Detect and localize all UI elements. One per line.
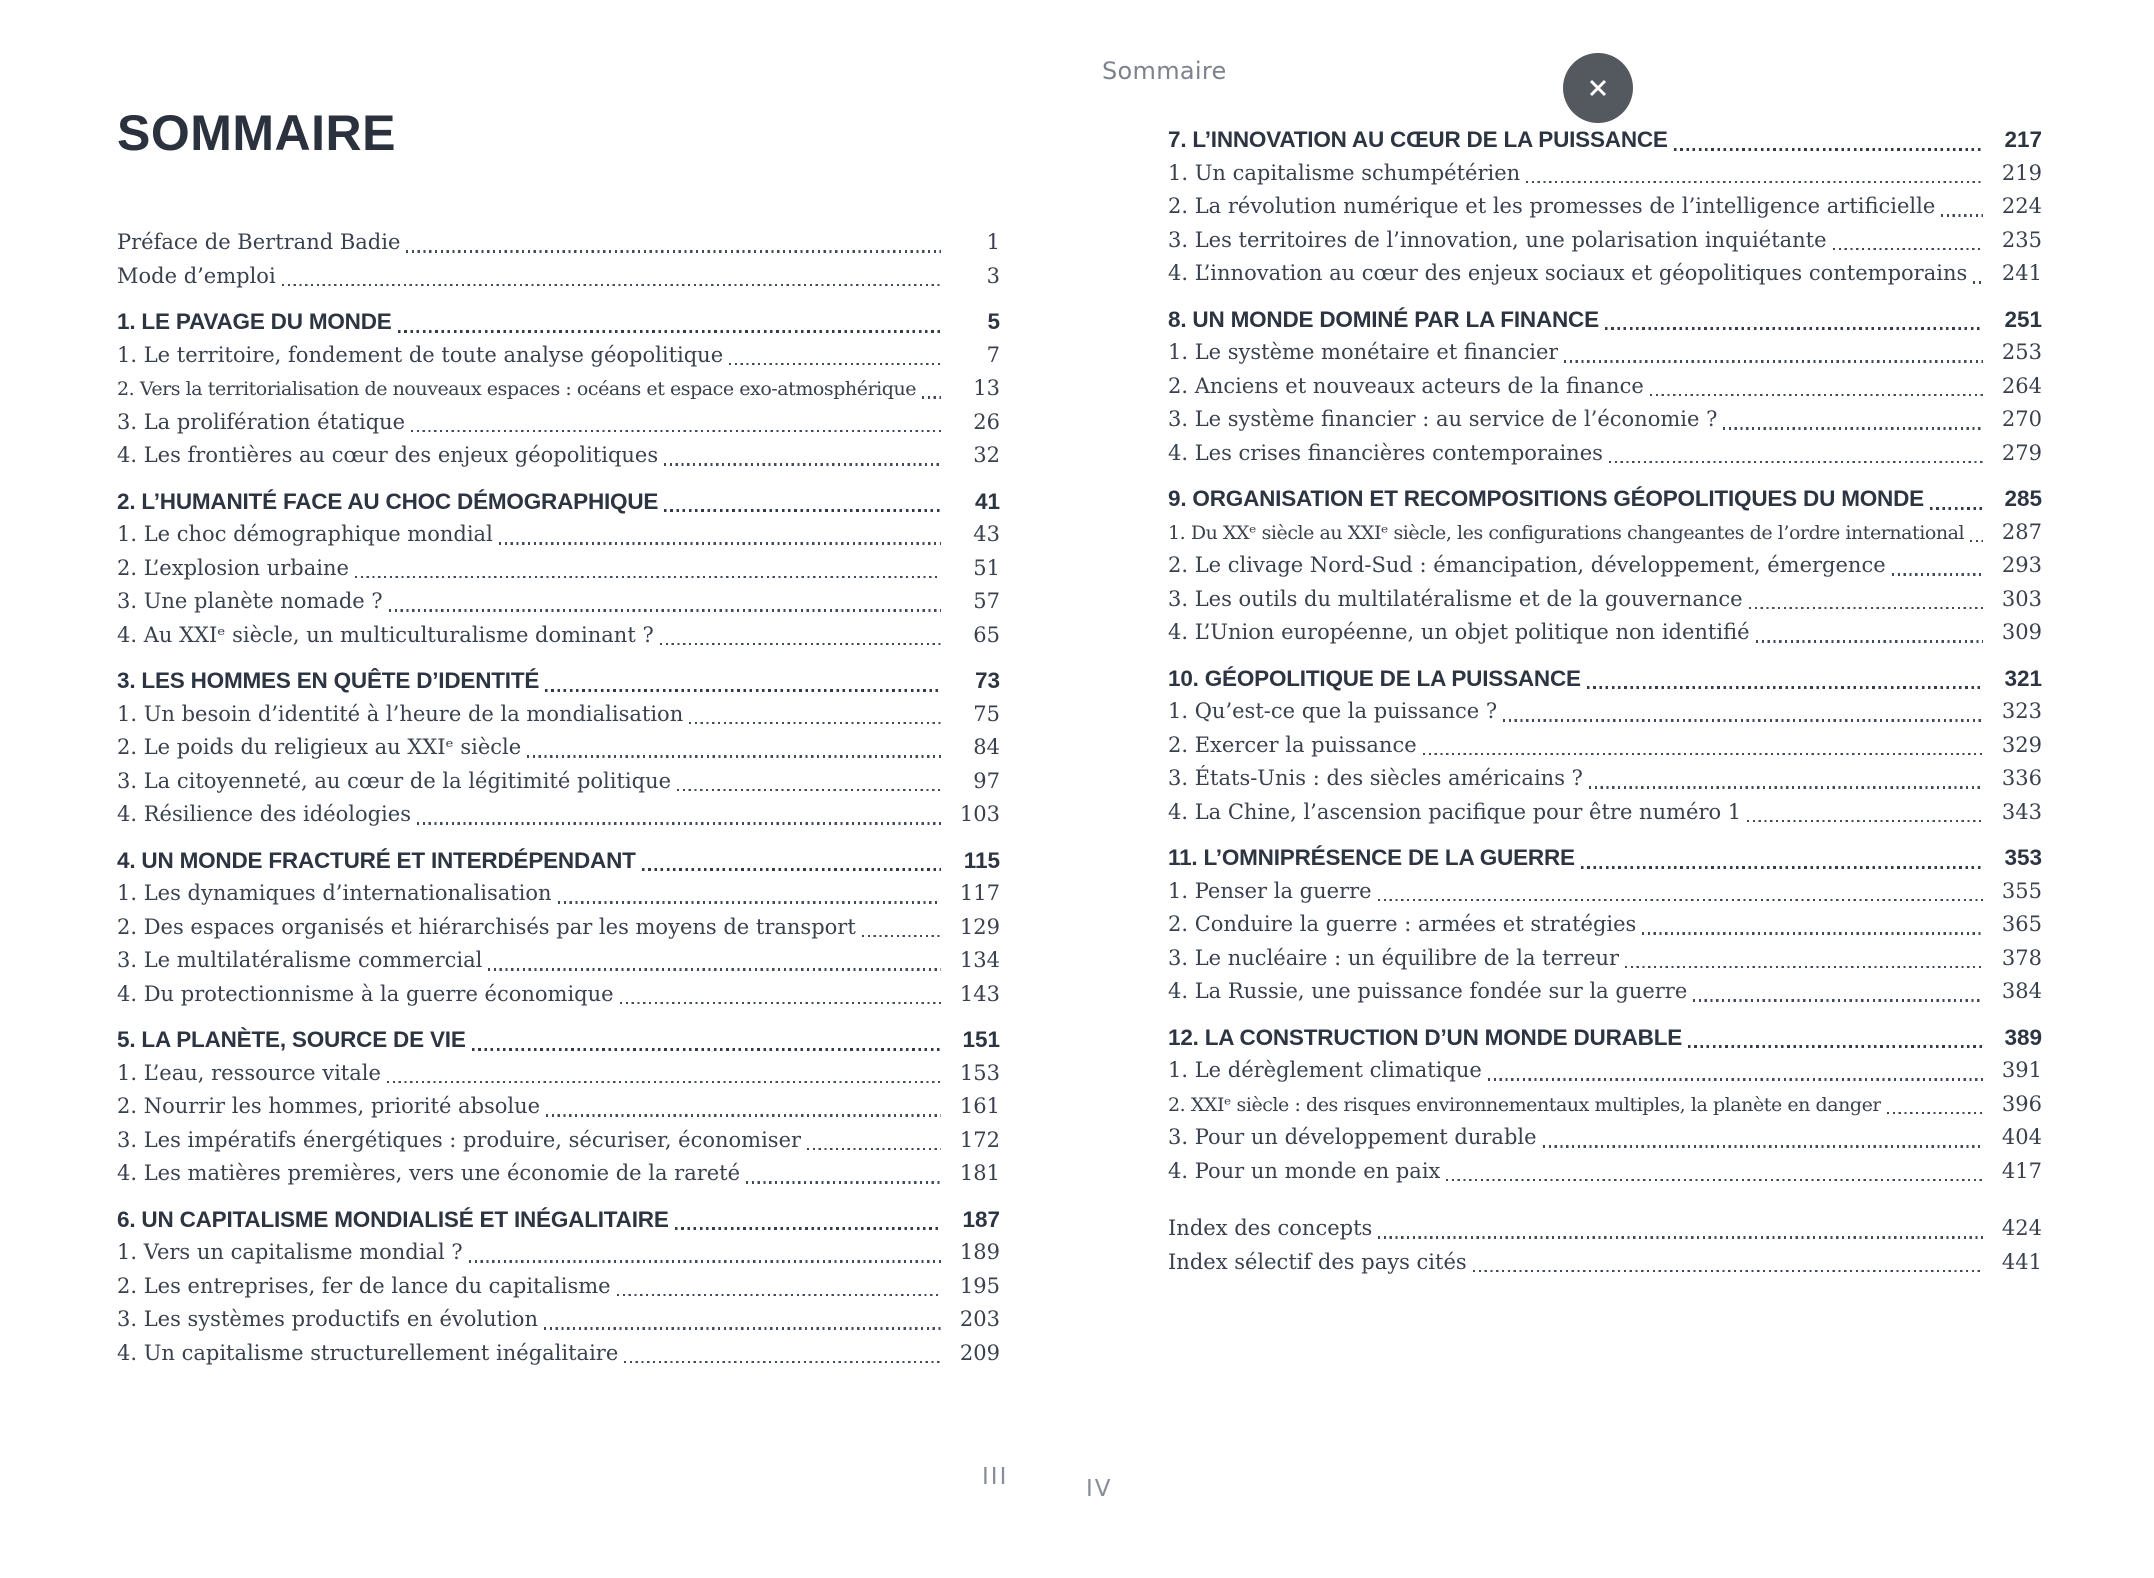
toc-entry[interactable] (117, 1157, 1000, 1191)
toc-entry-page: 57 (973, 589, 1000, 613)
toc-section-entry[interactable] (117, 1203, 1000, 1237)
toc-page-right (1168, 123, 2042, 1279)
toc-entry-label: 10. GÉOPOLITIQUE DE LA PUISSANCE (1168, 665, 1581, 691)
dot-leader (1941, 214, 1983, 216)
toc-entry-page: 117 (959, 881, 1000, 905)
toc-entry-page: 195 (959, 1273, 1000, 1298)
toc-entry-label: 2. Anciens et nouveaux acteurs de la finance (1168, 373, 1644, 398)
dot-leader (387, 1081, 941, 1083)
toc-entry-page: 365 (2001, 912, 2042, 936)
toc-entry[interactable] (117, 339, 1000, 373)
toc-entry[interactable] (117, 698, 1000, 732)
dot-leader (729, 363, 941, 365)
toc-entry[interactable] (117, 552, 1000, 586)
toc-entry-label: 4. Pour un monde en paix (1168, 1158, 1441, 1183)
toc-section-entry[interactable] (117, 664, 1000, 698)
toc-entry[interactable] (117, 877, 1000, 911)
toc-section (117, 305, 1000, 473)
toc-entry-label: 1. Le dérèglement climatique (1168, 1058, 1482, 1082)
toc-entry-label: 3. LES HOMMES EN QUÊTE D’IDENTITÉ (117, 668, 540, 693)
toc-entry-page: 203 (959, 1307, 1000, 1331)
toc-entry-page: 321 (2004, 665, 2042, 691)
toc-entry[interactable] (1168, 224, 2042, 258)
toc-section-entry[interactable] (117, 844, 1000, 878)
toc-entry-page: 424 (2001, 1216, 2042, 1240)
toc-entry[interactable] (1168, 1121, 2042, 1155)
toc-entry-label: 3. Les outils du multilatéralisme et de la gouvernance (1168, 586, 1743, 611)
toc-entry-page: 84 (973, 735, 1000, 759)
toc-entry-page: 384 (2001, 979, 2042, 1003)
dot-leader (406, 250, 941, 252)
toc-entry[interactable] (117, 731, 1000, 765)
toc-entry-label: 1. Le territoire, fondement de toute analyse géopolitique (117, 342, 724, 367)
toc-section (117, 844, 1000, 1012)
toc-entry-label: 3. Les systèmes productifs en évolution (117, 1307, 538, 1331)
toc-entry-label: 1. Le système monétaire et financier (1168, 340, 1559, 364)
dot-leader (1723, 427, 1983, 429)
toc-section (1168, 841, 2042, 1009)
toc-entry[interactable] (1168, 370, 2042, 404)
close-icon (1583, 73, 1613, 103)
toc-section (1168, 123, 2042, 291)
dot-leader (677, 789, 941, 791)
toc-section (1168, 482, 2042, 650)
toc-entry[interactable] (117, 798, 1000, 832)
toc-section (117, 485, 1000, 653)
toc-entry-label: 2. Conduire la guerre : armées et stratégies (1168, 912, 1637, 936)
toc-entry[interactable] (1168, 875, 2042, 909)
toc-entry-page: 219 (2001, 160, 2042, 185)
toc-entry-page: 51 (973, 555, 1000, 580)
dot-leader (642, 868, 941, 871)
toc-section-entry[interactable] (117, 1023, 1000, 1057)
dot-leader (1930, 507, 1983, 510)
toc-entry-label: 2. Le poids du religieux au XXIᵉ siècle (117, 735, 522, 759)
toc-entry-page: 355 (2001, 878, 2042, 903)
toc-section-entry[interactable] (1168, 303, 2042, 337)
toc-entry-label: 2. Nourrir les hommes, priorité absolue (117, 1094, 541, 1118)
toc-entry-label: 1. Les dynamiques d’internationalisation (117, 881, 552, 905)
toc-entry-page: 153 (959, 1060, 1000, 1085)
dot-leader (411, 430, 941, 432)
toc-entry[interactable] (117, 260, 1000, 294)
dot-leader (1887, 1112, 1983, 1114)
dot-leader (746, 1181, 941, 1183)
toc-entry-label: 3. Pour un développement durable (1168, 1125, 1537, 1149)
dot-leader (1488, 1078, 1983, 1080)
toc-entry[interactable] (117, 1337, 1000, 1371)
toc-entry[interactable] (117, 1303, 1000, 1337)
toc-entry-label: 4. La Russie, une puissance fondée sur la guerre (1168, 979, 1688, 1003)
dot-leader (1674, 148, 1983, 151)
toc-entry[interactable] (117, 585, 1000, 619)
toc-entry-page: 187 (962, 1206, 1000, 1232)
toc-entry-page: 417 (2001, 1158, 2042, 1183)
dot-leader (689, 722, 941, 724)
dot-leader (1973, 281, 1983, 283)
toc-entry-page: 378 (2001, 945, 2042, 970)
toc-entry[interactable] (1168, 908, 2042, 942)
dot-leader (545, 689, 941, 692)
toc-entry[interactable] (1168, 437, 2042, 471)
toc-entry-label: 4. Du protectionnisme à la guerre économique (117, 981, 614, 1006)
dot-leader (499, 542, 941, 544)
toc-entry-label: 1. Vers un capitalisme mondial ? (117, 1240, 463, 1264)
toc-entry-label: 2. Des espaces organisés et hiérarchisés par les moyens de transport (117, 914, 856, 939)
toc-section (117, 1203, 1000, 1371)
toc-entry-page: 129 (959, 914, 1000, 939)
dot-leader (1970, 540, 1983, 542)
toc-entry-page: 253 (2001, 340, 2042, 364)
toc-entry[interactable] (117, 911, 1000, 945)
dot-leader (1756, 640, 1983, 642)
toc-entry-page: 329 (2001, 732, 2042, 757)
toc-entry-label: 1. Un capitalisme schumpétérien (1168, 160, 1521, 185)
toc-entry-label: Index des concepts (1168, 1216, 1373, 1240)
toc-entry-label: 4. UN MONDE FRACTURÉ ET INTERDÉPENDANT (117, 847, 636, 873)
toc-entry-label: 3. Le système financier : au service de l’économie ? (1168, 407, 1718, 431)
toc-entry-page: 241 (2001, 261, 2042, 285)
dot-leader (1587, 686, 1983, 689)
toc-entry[interactable] (1168, 1054, 2042, 1088)
toc-entry[interactable] (117, 518, 1000, 552)
dot-leader (1693, 999, 1983, 1001)
toc-section (1168, 303, 2042, 471)
toc-entry-page: 143 (959, 981, 1000, 1006)
toc-entry-label: 9. ORGANISATION ET RECOMPOSITIONS GÉOPOLITIQUES DU MONDE (1168, 486, 1924, 511)
dot-leader (1650, 394, 1983, 396)
toc-entry[interactable] (1168, 729, 2042, 763)
toc-entry[interactable] (117, 406, 1000, 440)
toc-entry-page: 41 (974, 488, 1000, 514)
toc-entry-label: 2. Les entreprises, fer de lance du capitalisme (117, 1273, 611, 1298)
folio-right: IV (1086, 1476, 1113, 1502)
dot-leader (282, 284, 941, 286)
toc-entry-label: 8. UN MONDE DOMINÉ PAR LA FINANCE (1168, 306, 1599, 332)
dot-leader (1892, 573, 1983, 575)
toc-entry-page: 43 (973, 522, 1000, 546)
toc-entry-page: 343 (2001, 799, 2042, 824)
toc-back-matter (1168, 1212, 2042, 1279)
toc-entry[interactable] (117, 1236, 1000, 1270)
toc-entry[interactable] (117, 1124, 1000, 1158)
toc-entry-label: 2. L’explosion urbaine (117, 555, 349, 580)
toc-entry-page: 287 (2001, 519, 2042, 544)
toc-entry-page: 404 (2001, 1125, 2042, 1149)
dot-leader (1581, 866, 1983, 869)
dot-leader (389, 609, 941, 611)
dot-leader (1605, 327, 1983, 330)
dot-leader (558, 901, 941, 903)
toc-entry[interactable] (1168, 1088, 2042, 1122)
toc-entry-label: 11. L’OMNIPRÉSENCE DE LA GUERRE (1168, 845, 1575, 870)
dot-leader (1378, 899, 1983, 901)
toc-entry-page: 235 (2001, 227, 2042, 252)
toc-entry-page: 73 (974, 668, 1000, 693)
toc-section (117, 664, 1000, 832)
toc-entry-label: 2. La révolution numérique et les promesses de l’intelligence artificielle (1168, 194, 1936, 218)
toc-entry-page: 279 (2001, 440, 2042, 465)
toc-entry-label: 3. Le nucléaire : un équilibre de la terreur (1168, 945, 1620, 970)
toc-section-entry[interactable] (1168, 1021, 2042, 1055)
toc-section (1168, 662, 2042, 830)
toc-entry[interactable] (1168, 336, 2042, 370)
toc-entry-label: 3. La citoyenneté, au cœur de la légitimité politique (117, 768, 672, 793)
toc-entry-label: 4. Les matières premières, vers une économie de la rareté (117, 1161, 741, 1185)
toc-entry[interactable] (117, 439, 1000, 473)
toc-entry-label: 4. Un capitalisme structurellement inégalitaire (117, 1340, 619, 1365)
toc-entry-label: 2. Vers la territorialisation de nouveaux espaces : océans et espace exo-atmosphérique (117, 378, 917, 400)
close-button[interactable] (1563, 53, 1633, 123)
toc-entry[interactable] (117, 765, 1000, 799)
toc-entry-page: 161 (959, 1094, 1000, 1118)
dot-leader (620, 1002, 941, 1004)
toc-entry-label: 4. Résilience des idéologies (117, 802, 411, 826)
toc-entry[interactable] (1168, 516, 2042, 550)
dot-leader (617, 1294, 941, 1296)
toc-entry[interactable] (117, 226, 1000, 260)
dot-leader (1378, 1236, 1983, 1238)
dot-leader (1833, 248, 1983, 250)
toc-list-left (117, 226, 1000, 1370)
toc-entry-label: 1. Le choc démographique mondial (117, 522, 493, 546)
dot-leader (1503, 719, 1983, 721)
toc-entry-label: 3. La prolifération étatique (117, 409, 406, 434)
dot-leader (469, 1260, 941, 1262)
toc-entry[interactable] (1168, 1212, 2042, 1246)
toc-entry[interactable] (1168, 257, 2042, 291)
toc-entry-page: 270 (2001, 407, 2042, 431)
toc-entry-page: 309 (2001, 620, 2042, 644)
toc-entry-label: 1. Un besoin d’identité à l’heure de la mondialisation (117, 701, 684, 726)
dot-leader (1589, 786, 1983, 788)
toc-entry[interactable] (1168, 616, 2042, 650)
toc-entry-page: 103 (959, 802, 1000, 826)
dot-leader (488, 968, 941, 970)
toc-entry-page: 285 (2004, 486, 2042, 511)
toc-list-right (1168, 123, 2042, 1279)
dot-leader (1747, 820, 1983, 822)
toc-entry-page: 172 (959, 1127, 1000, 1152)
toc-entry-label: 4. L’Union européenne, un objet politique non identifié (1168, 620, 1750, 644)
dot-leader (1749, 607, 1983, 609)
dot-leader (1564, 360, 1983, 362)
toc-entry-label: 2. XXIᵉ siècle : des risques environnementaux multiples, la planète en danger (1168, 1093, 1882, 1116)
toc-entry-page: 353 (2004, 845, 2042, 870)
toc-entry-label: 4. L’innovation au cœur des enjeux sociaux et géopolitiques contemporains (1168, 261, 1968, 285)
toc-entry[interactable] (1168, 942, 2042, 976)
toc-entry-label: 3. Une planète nomade ? (117, 589, 383, 613)
toc-entry[interactable] (1168, 157, 2042, 191)
dot-leader (664, 463, 941, 465)
dot-leader (922, 396, 941, 398)
toc-entry-label: 1. Du XXᵉ siècle au XXIᵉ siècle, les configurations changeantes de l’ordre international (1168, 521, 1965, 544)
toc-page-left (117, 106, 1000, 1370)
toc-entry-label: 7. L’INNOVATION AU CŒUR DE LA PUISSANCE (1168, 127, 1668, 152)
dot-leader (1473, 1270, 1983, 1272)
toc-entry[interactable] (1168, 583, 2042, 617)
toc-entry-label: 2. L’HUMANITÉ FACE AU CHOC DÉMOGRAPHIQUE (117, 488, 659, 514)
dot-leader (660, 643, 941, 645)
toc-entry-label: 1. Qu’est-ce que la puissance ? (1168, 699, 1498, 723)
toc-entry[interactable] (1168, 1246, 2042, 1280)
toc-entry-label: 3. Les impératifs énergétiques : produire, sécuriser, économiser (117, 1127, 802, 1152)
toc-entry-label: 1. LE PAVAGE DU MONDE (117, 309, 392, 334)
toc-entry-label: Mode d’emploi (117, 263, 276, 288)
dot-leader (807, 1148, 941, 1150)
toc-entry-page: 217 (2004, 127, 2042, 152)
dot-leader (664, 509, 941, 512)
toc-entry-page: 264 (2001, 373, 2042, 398)
toc-section-entry[interactable] (117, 485, 1000, 519)
dot-leader (1423, 753, 1983, 755)
toc-entry-label: 5. LA PLANÈTE, SOURCE DE VIE (117, 1027, 466, 1052)
dot-leader (1625, 966, 1983, 968)
toc-section-entry[interactable] (1168, 482, 2042, 516)
toc-entry-page: 115 (963, 847, 1000, 873)
toc-entry-label: 3. Les territoires de l’innovation, une polarisation inquiétante (1168, 227, 1827, 252)
toc-section-entry[interactable] (117, 305, 1000, 339)
dot-leader (417, 822, 941, 824)
toc-entry-page: 134 (959, 948, 1000, 972)
toc-entry-label: 1. Penser la guerre (1168, 878, 1372, 903)
toc-entry[interactable] (117, 619, 1000, 653)
toc-entry-label: 2. Le clivage Nord-Sud : émancipation, développement, émergence (1168, 553, 1886, 577)
toc-entry[interactable] (1168, 1155, 2042, 1189)
toc-entry-page: 97 (973, 768, 1000, 793)
toc-entry-page: 336 (2001, 766, 2042, 790)
toc-entry-page: 189 (959, 1240, 1000, 1264)
toc-entry[interactable] (117, 1270, 1000, 1304)
dot-leader (544, 1327, 941, 1329)
toc-entry-page: 26 (973, 409, 1000, 434)
toc-entry[interactable] (117, 944, 1000, 978)
toc-entry-page: 396 (2001, 1091, 2042, 1116)
toc-entry-label: Préface de Bertrand Badie (117, 230, 401, 254)
toc-entry-page: 1 (986, 230, 1000, 254)
toc-entry-label: 4. Au XXIᵉ siècle, un multiculturalisme dominant ? (117, 622, 654, 647)
toc-entry-label: Index sélectif des pays cités (1168, 1249, 1467, 1274)
dot-leader (355, 576, 941, 578)
toc-entry-page: 7 (986, 342, 1000, 367)
toc-section (117, 1023, 1000, 1191)
toc-entry-page: 293 (2001, 553, 2042, 577)
toc-entry-label: 3. États-Unis : des siècles américains ? (1168, 766, 1583, 790)
toc-section-entry[interactable] (1168, 841, 2042, 875)
toc-entry-label: 4. Les frontières au cœur des enjeux géopolitiques (117, 443, 659, 467)
toc-entry[interactable] (117, 1090, 1000, 1124)
toc-section-entry[interactable] (1168, 123, 2042, 157)
dot-leader (1688, 1045, 1983, 1048)
toc-entry-page: 323 (2001, 699, 2042, 723)
toc-entry[interactable] (117, 372, 1000, 406)
toc-entry-page: 391 (2001, 1058, 2042, 1082)
dot-leader (546, 1114, 941, 1116)
dot-leader (527, 755, 941, 757)
dot-leader (1642, 932, 1983, 934)
toc-entry-page: 303 (2001, 586, 2042, 611)
toc-entry-page: 151 (962, 1027, 1000, 1052)
dot-leader (1526, 181, 1983, 183)
toc-entry[interactable] (1168, 762, 2042, 796)
toc-entry-page: 3 (986, 263, 1000, 288)
dot-leader (1609, 461, 1983, 463)
dot-leader (675, 1227, 941, 1230)
toc-entry[interactable] (1168, 695, 2042, 729)
toc-entry[interactable] (1168, 975, 2042, 1009)
dot-leader (1446, 1179, 1983, 1181)
toc-entry-page: 441 (2001, 1249, 2042, 1274)
dot-leader (398, 330, 941, 333)
toc-entry-page: 65 (973, 622, 1000, 647)
toc-entry[interactable] (1168, 190, 2042, 224)
toc-entry-label: 6. UN CAPITALISME MONDIALISÉ ET INÉGALITAIRE (117, 1206, 669, 1232)
toc-entry[interactable] (1168, 549, 2042, 583)
toc-entry-label: 2. Exercer la puissance (1168, 732, 1417, 757)
toc-entry-label: 12. LA CONSTRUCTION D’UN MONDE DURABLE (1168, 1024, 1683, 1050)
toc-entry-page: 209 (959, 1340, 1000, 1365)
toc-entry-page: 181 (959, 1161, 1000, 1185)
toc-entry-label: 1. L’eau, ressource vitale (117, 1060, 381, 1085)
toc-entry-page: 32 (973, 443, 1000, 467)
toc-entry[interactable] (117, 978, 1000, 1012)
toc-entry-page: 389 (2004, 1024, 2042, 1050)
dot-leader (862, 935, 941, 937)
toc-entry[interactable] (117, 1057, 1000, 1091)
toc-entry[interactable] (1168, 796, 2042, 830)
toc-entry[interactable] (1168, 403, 2042, 437)
toc-entry-page: 75 (973, 701, 1000, 726)
page-title: SOMMAIRE (117, 105, 396, 161)
folio-left: III (982, 1464, 1009, 1490)
dot-leader (1543, 1145, 1983, 1147)
toc-entry-page: 224 (2001, 194, 2042, 218)
dot-leader (472, 1048, 941, 1051)
toc-entry-page: 5 (987, 309, 1000, 334)
dot-leader (624, 1361, 941, 1363)
toc-section (1168, 1021, 2042, 1189)
toc-entry-label: 4. Les crises financières contemporaines (1168, 440, 1603, 465)
toc-entry-label: 3. Le multilatéralisme commercial (117, 948, 483, 972)
toc-section-entry[interactable] (1168, 662, 2042, 696)
toc-entry-page: 13 (973, 376, 1000, 400)
header-label: Sommaire (1102, 57, 1227, 85)
toc-entry-page: 251 (2004, 306, 2042, 332)
toc-entry-label: 4. La Chine, l’ascension pacifique pour être numéro 1 (1168, 799, 1742, 824)
